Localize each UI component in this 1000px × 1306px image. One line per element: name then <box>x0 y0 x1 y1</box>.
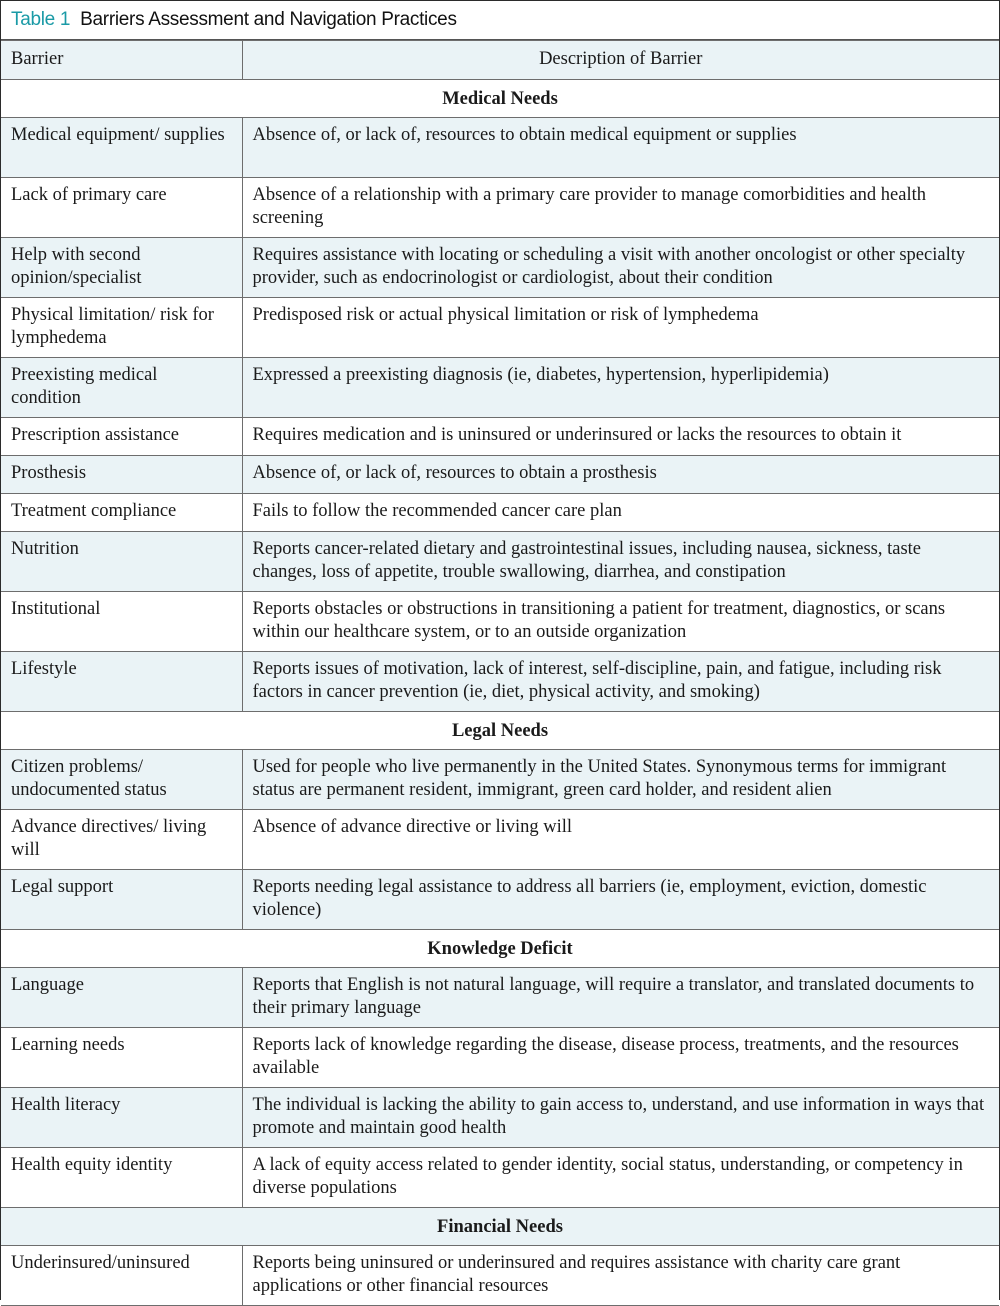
barrier-cell: Advance directives/ living will <box>1 810 242 870</box>
description-cell: The individual is lacking the ability to gain access to, understand, and use information in ways that promote and maintain good health <box>242 1088 999 1148</box>
description-cell: Used for people who live permanently in the United States. Synonymous terms for immigrant status are permanent resident, immigrant, green card holder, and resident alien <box>242 750 999 810</box>
column-header-description: Description of Barrier <box>242 41 999 80</box>
barrier-cell: Legal support <box>1 870 242 930</box>
barrier-cell: Health equity identity <box>1 1148 242 1208</box>
table-title: Barriers Assessment and Navigation Practices <box>80 9 457 30</box>
section-header-row <box>1 712 999 750</box>
header-row <box>1 41 999 80</box>
table-caption <box>1 1 999 40</box>
table-row <box>1 1088 999 1148</box>
section-header-row <box>1 1208 999 1246</box>
table-body <box>1 80 999 1306</box>
description-cell: Absence of a relationship with a primary care provider to manage comorbidities and health screening <box>242 178 999 238</box>
table-row <box>1 1028 999 1088</box>
table-row <box>1 1246 999 1306</box>
barrier-cell: Physical limitation/ risk for lymphedema <box>1 298 242 358</box>
description-cell: A lack of equity access related to gender identity, social status, understanding, or competency in diverse populations <box>242 1148 999 1208</box>
description-cell: Requires assistance with locating or scheduling a visit with another oncologist or other specialty provider, such as endocrinologist or cardiologist, about their condition <box>242 238 999 298</box>
table-row <box>1 298 999 358</box>
table-row <box>1 870 999 930</box>
table-row <box>1 456 999 494</box>
section-header-cell <box>1 80 999 118</box>
barrier-cell: Medical equipment/ supplies <box>1 118 242 178</box>
barrier-cell: Prosthesis <box>1 456 242 494</box>
description-cell: Fails to follow the recommended cancer care plan <box>242 494 999 532</box>
table-row <box>1 178 999 238</box>
description-cell: Reports needing legal assistance to address all barriers (ie, employment, eviction, domestic violence) <box>242 870 999 930</box>
section-header-cell <box>1 1208 999 1246</box>
table-number: Table 1 <box>11 9 71 30</box>
section-header-cell <box>1 712 999 750</box>
barrier-cell: Learning needs <box>1 1028 242 1088</box>
description-cell: Expressed a preexisting diagnosis (ie, diabetes, hypertension, hyperlipidemia) <box>242 358 999 418</box>
table-row <box>1 968 999 1028</box>
barrier-cell: Health literacy <box>1 1088 242 1148</box>
barrier-cell: Citizen problems/ undocumented status <box>1 750 242 810</box>
table-row <box>1 652 999 712</box>
table-row <box>1 810 999 870</box>
description-cell: Absence of, or lack of, resources to obtain medical equipment or supplies <box>242 118 999 178</box>
table-row <box>1 418 999 456</box>
table-row <box>1 750 999 810</box>
barrier-cell: Lifestyle <box>1 652 242 712</box>
description-cell: Predisposed risk or actual physical limitation or risk of lymphedema <box>242 298 999 358</box>
description-cell: Absence of advance directive or living will <box>242 810 999 870</box>
description-cell: Reports being uninsured or underinsured and requires assistance with charity care grant applications or other financial resources <box>242 1246 999 1306</box>
barrier-cell: Institutional <box>1 592 242 652</box>
description-cell: Reports obstacles or obstructions in transitioning a patient for treatment, diagnostics, or scans within our healthcare system, or to an outside organization <box>242 592 999 652</box>
table-row <box>1 238 999 298</box>
description-cell: Reports lack of knowledge regarding the disease, disease process, treatments, and the resources available <box>242 1028 999 1088</box>
section-header-row <box>1 930 999 968</box>
table-row <box>1 358 999 418</box>
table-row <box>1 532 999 592</box>
barrier-cell: Underinsured/uninsured <box>1 1246 242 1306</box>
section-header-cell <box>1 930 999 968</box>
section-title: Financial Needs <box>437 1217 563 1237</box>
section-title: Knowledge Deficit <box>427 939 573 959</box>
barriers-table <box>1 40 999 1306</box>
table-row <box>1 1148 999 1208</box>
section-title: Medical Needs <box>442 89 558 109</box>
description-cell: Reports issues of motivation, lack of interest, self-discipline, pain, and fatigue, including risk factors in cancer prevention (ie, diet, physical activity, and smoking) <box>242 652 999 712</box>
barrier-cell: Prescription assistance <box>1 418 242 456</box>
table-row <box>1 592 999 652</box>
barrier-cell: Help with second opinion/specialist <box>1 238 242 298</box>
description-cell: Reports cancer-related dietary and gastrointestinal issues, including nausea, sickness, taste changes, loss of appetite, trouble swallowing, diarrhea, and constipation <box>242 532 999 592</box>
column-header-barrier: Barrier <box>1 41 242 80</box>
barrier-cell: Lack of primary care <box>1 178 242 238</box>
description-cell: Reports that English is not natural language, will require a translator, and translated documents to their primary language <box>242 968 999 1028</box>
section-title: Legal Needs <box>451 721 549 741</box>
description-cell: Absence of, or lack of, resources to obtain a prosthesis <box>242 456 999 494</box>
section-header-row <box>1 80 999 118</box>
table-row <box>1 118 999 178</box>
barrier-cell: Preexisting medical condition <box>1 358 242 418</box>
barrier-cell: Treatment compliance <box>1 494 242 532</box>
description-cell: Requires medication and is uninsured or underinsured or lacks the resources to obtain it <box>242 418 999 456</box>
table-row <box>1 494 999 532</box>
barrier-cell: Nutrition <box>1 532 242 592</box>
barrier-cell: Language <box>1 968 242 1028</box>
